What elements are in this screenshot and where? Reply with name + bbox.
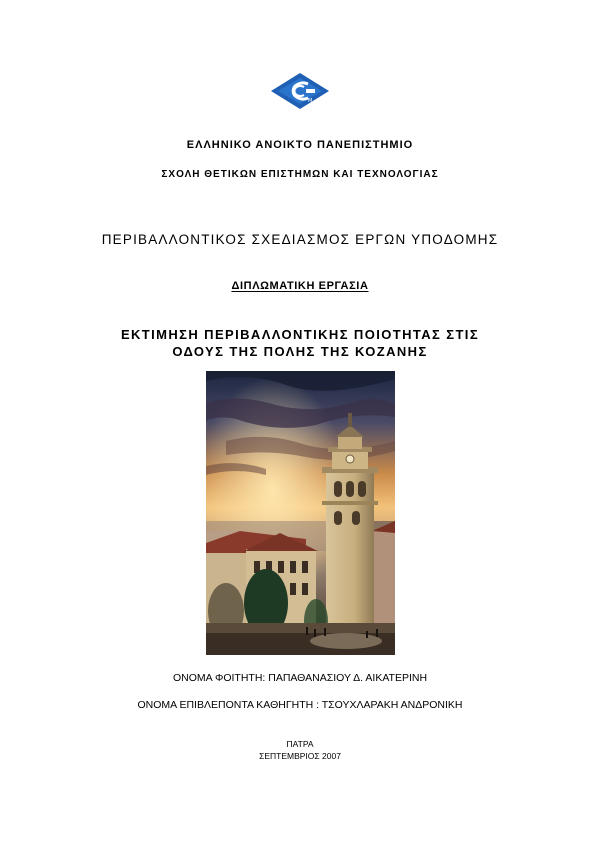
student-name: ΟΝΟΜΑ ΦΟΙΤΗΤΗ: ΠΑΠΑΘΑΝΑΣΙΟΥ Δ. ΑΙΚΑΤΕΡΙΝΗ: [172, 672, 428, 684]
document-type: [0, 280, 600, 292]
document-type-label: ΔΙΠΛΩΜΑΤΙΚΗ ΕΡΓΑΣΙΑ: [231, 280, 369, 292]
school-name: ΣΧΟΛΗ ΘΕΤΙΚΩΝ ΕΠΙΣΤΗΜΩΝ ΚΑΙ ΤΕΧΝΟΛΟΓΙΑΣ: [161, 169, 439, 180]
thesis-title-line-2: ΟΔΟΥΣ ΤΗΣ ΠΟΛΗΣ ΤΗΣ ΚΟΖΑΝΗΣ: [172, 344, 428, 359]
thesis-title-line-1: ΕΚΤΙΜΗΣΗ ΠΕΡΙΒΑΛΛΟΝΤΙΚΗΣ ΠΟΙΟΤΗΤΑΣ ΣΤΙΣ: [120, 327, 480, 342]
clock-tower-photo: [206, 371, 395, 655]
date: ΣΕΠΤΕΜΒΡΙΟΣ 2007: [259, 751, 341, 761]
svg-text:M: M: [308, 98, 313, 104]
city: ΠΑΤΡΑ: [286, 739, 314, 749]
university-logo-icon: [270, 72, 330, 110]
university-name: ΕΛΛΗΝΙΚΟ ΑΝΟΙΚΤΟ ΠΑΝΕΠΙΣΤΗΜΙΟ: [186, 139, 414, 151]
program-name: ΠΕΡΙΒΑΛΛΟΝΤΙΚΟΣ ΣΧΕΔΙΑΣΜΟΣ ΕΡΓΩΝ ΥΠΟΔΟΜΗΣ: [101, 232, 499, 247]
supervisor-name: ΟΝΟΜΑ ΕΠΙΒΛΕΠΟΝΤΑ ΚΑΘΗΓΗΤΗ : ΤΣΟΥΧΛΑΡΑΚΗ ΑΝΔΡΟΝΙΚΗ: [137, 699, 463, 711]
